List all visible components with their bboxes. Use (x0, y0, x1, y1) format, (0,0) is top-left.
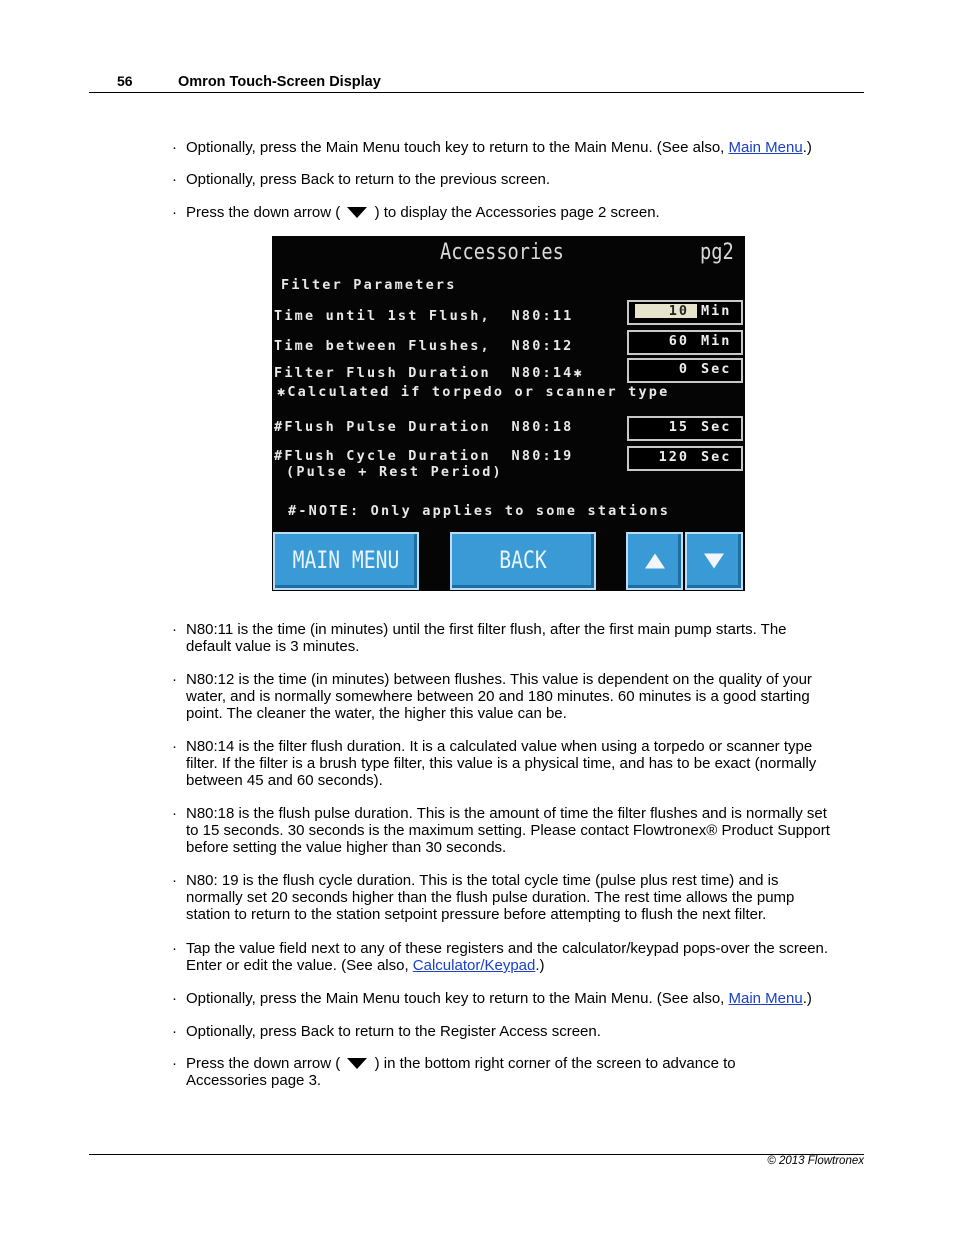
back-label: BACK (499, 546, 547, 574)
bullet-mark: · (172, 1023, 177, 1040)
bullet-text-suffix: .) (802, 139, 812, 156)
bullet-main-menu-1 (172, 139, 864, 156)
bullet-line: station to return to the station setpoint pressure before attempting to flush the next filter. (186, 906, 767, 923)
footer-rule (89, 1154, 864, 1155)
bullet-down-arrow-1 (172, 204, 864, 221)
bullet-text: Press the down arrow ( (186, 204, 345, 221)
bullet-line: to 15 seconds. 30 seconds is the maximum setting. Please contact Flowtronex® Product Support (186, 822, 830, 839)
bullet-mark: · (172, 805, 177, 822)
value-field-n80-19[interactable] (627, 446, 743, 471)
bullet-text: Press the down arrow ( (186, 1055, 345, 1072)
unit: Sec (701, 449, 732, 465)
down-triangle-icon (347, 207, 367, 218)
bullet-mark: · (172, 990, 177, 1007)
unit: Min (701, 333, 732, 349)
bullet-line: default value is 3 minutes. (186, 638, 360, 655)
value: 15 (668, 419, 689, 435)
bullet-mark: · (172, 671, 177, 688)
value-field-n80-18[interactable] (627, 416, 743, 441)
bullet-mark: · (172, 738, 177, 755)
bullet-mark: · (172, 1055, 177, 1072)
row-label-n80-18: #Flush Pulse Duration N80:18 (274, 419, 574, 435)
value: 10 (668, 303, 689, 319)
link-calculator-keypad[interactable]: Calculator/Keypad (412, 957, 536, 974)
bullet-line: before setting the value higher than 30 seconds. (186, 839, 507, 856)
bullet-line: N80:12 is the time (in minutes) between flushes. This value is dependent on the quality of your (186, 671, 812, 688)
bullet-main-menu-2 (172, 990, 864, 1007)
value-field-n80-12[interactable] (627, 330, 743, 355)
bullet-line: N80:18 is the flush pulse duration. This is the amount of time the filter flushes and is normally set (186, 805, 827, 822)
link-main-menu[interactable]: Main Menu (728, 990, 803, 1007)
bullet-line: N80: 19 is the flush cycle duration. This is the total cycle time (pulse plus rest time) and is (186, 872, 779, 889)
bullet-line: between 45 and 60 seconds). (186, 772, 383, 789)
bullet-n80-11 (172, 621, 864, 655)
bullet-mark: · (172, 139, 177, 156)
bullet-text-suffix: ) to display the Accessories page 2 screen. (370, 204, 660, 221)
bullet-line: water, and is normally somewhere between 20 and 180 minutes. 60 minutes is a good starting (186, 688, 810, 705)
bullet-mark: · (172, 872, 177, 889)
bullet-mark: · (172, 621, 177, 638)
bullet-line: filter. If the filter is a brush type filter, this value is a physical time, and has to be exact (normally (186, 755, 817, 772)
bullet-mark: · (172, 171, 177, 188)
accessories-pg2-screen (272, 236, 745, 591)
down-triangle-icon (347, 1058, 367, 1069)
pulse-rest-note: (Pulse + Rest Period) (286, 464, 503, 480)
value: 120 (658, 449, 689, 465)
up-arrow-button[interactable] (626, 532, 683, 590)
bullet-n80-18 (172, 805, 864, 856)
bullet-keypad (172, 940, 864, 974)
bullet-text-suffix: .) (802, 990, 812, 1007)
row-label-n80-19: #Flush Cycle Duration N80:19 (274, 448, 574, 464)
calculated-note: ✱Calculated if torpedo or scanner type (277, 384, 670, 400)
bullet-line: point. The cleaner the water, the higher this value can be. (186, 705, 567, 722)
section-title: Filter Parameters (281, 277, 457, 293)
page-number: 56 (117, 73, 133, 89)
bullet-line: Accessories page 3. (186, 1072, 322, 1089)
main-menu-button[interactable] (273, 532, 419, 590)
bullet-line: N80:11 is the time (in minutes) until the first filter flush, after the first main pump starts. The (186, 621, 787, 638)
value: 60 (668, 333, 689, 349)
back-button[interactable] (450, 532, 596, 590)
value: 0 (678, 361, 689, 377)
value-field-n80-11[interactable] (627, 300, 743, 325)
up-arrow-icon (645, 554, 665, 569)
bullet-text-suffix: ) in the bottom right corner of the screen to advance to (370, 1055, 736, 1072)
unit: Sec (701, 419, 732, 435)
bullet-text-suffix: .) (535, 957, 545, 974)
unit: Sec (701, 361, 732, 377)
bullet-back-1 (172, 171, 864, 188)
main-menu-label: MAIN MENU (292, 546, 400, 574)
row-label-n80-12: Time between Flushes, N80:12 (274, 338, 574, 354)
value-field-n80-14[interactable] (627, 358, 743, 383)
bullet-text: Optionally, press the Main Menu touch key to return to the Main Menu. (See also, (186, 990, 729, 1007)
bullet-mark: · (172, 204, 177, 221)
bullet-back-2 (172, 1023, 864, 1040)
bullet-text: Optionally, press Back to return to the previous screen. (186, 171, 551, 188)
screen-title: Accessories (440, 240, 564, 265)
bullet-text: Optionally, press the Main Menu touch key to return to the Main Menu. (See also, (186, 139, 729, 156)
bullet-mark: · (172, 940, 177, 957)
bullet-text: Enter or edit the value. (See also, (186, 957, 413, 974)
bullet-down-arrow-2 (172, 1055, 864, 1089)
unit: Min (701, 303, 732, 319)
screen-page-indicator: pg2 (700, 240, 734, 265)
down-arrow-button[interactable] (685, 532, 743, 590)
row-label-n80-11: Time until 1st Flush, N80:11 (274, 308, 574, 324)
bullet-n80-19 (172, 872, 864, 923)
bullet-text: Optionally, press Back to return to the Register Access screen. (186, 1023, 601, 1040)
down-arrow-icon (704, 554, 724, 569)
bullet-line: Tap the value field next to any of these registers and the calculator/keypad pops-over the screen. (186, 940, 829, 957)
stations-note: #-NOTE: Only applies to some stations (288, 503, 671, 519)
bullet-line: N80:14 is the filter flush duration. It is a calculated value when using a torpedo or scanner type (186, 738, 813, 755)
page-header-title: Omron Touch-Screen Display (178, 74, 381, 90)
footer-copyright: © 2013 Flowtronex (767, 1155, 864, 1167)
bullet-line: normally set 20 seconds higher than the flush pulse duration. The rest time allows the pump (186, 889, 795, 906)
link-main-menu[interactable]: Main Menu (728, 139, 803, 156)
header-rule (89, 92, 864, 93)
bullet-n80-12 (172, 671, 864, 722)
row-label-n80-14: Filter Flush Duration N80:14✱ (274, 365, 584, 381)
bullet-n80-14 (172, 738, 864, 789)
